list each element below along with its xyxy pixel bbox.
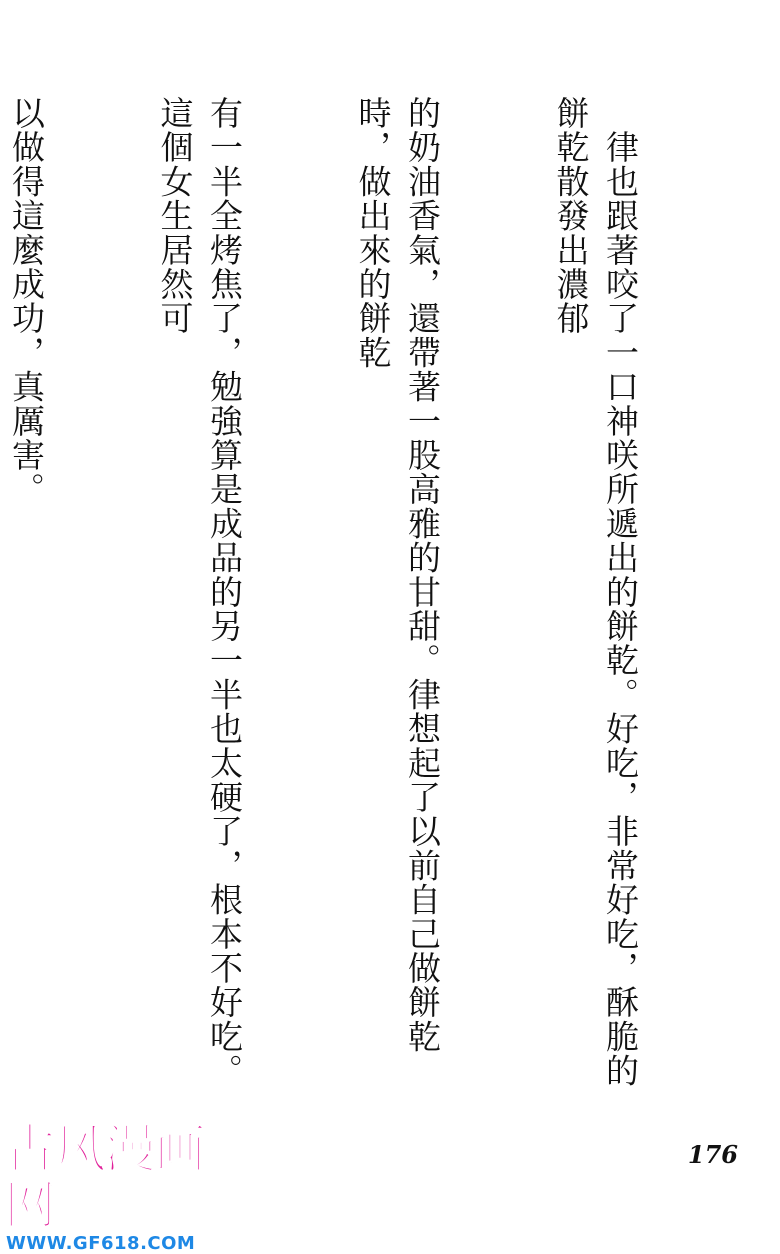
text-column-4: 以做得這麼成功，真厲害。 [7,96,46,507]
vertical-text-body [0,96,744,1106]
text-column-2: 的奶油香氣，還帶著一股高雅的甘甜。律想起了以前自己做餅乾時，做出來的餅乾 [353,96,442,1054]
text-column-1: 律也跟著咬了一口神咲所遞出的餅乾。好吃，非常好吃，酥脆的餅乾散發出濃郁 [551,96,640,1088]
watermark-url: WWW.GF618.COM [6,1233,196,1254]
site-watermark [4,1122,224,1254]
watermark-logo-text: 古风漫画网 [4,1120,205,1236]
page-number: 176 [687,1140,738,1169]
text-column-3: 有一半全烤焦了，勉強算是成品的另一半也太硬了，根本不好吃。這個女生居然可 [155,96,244,1088]
